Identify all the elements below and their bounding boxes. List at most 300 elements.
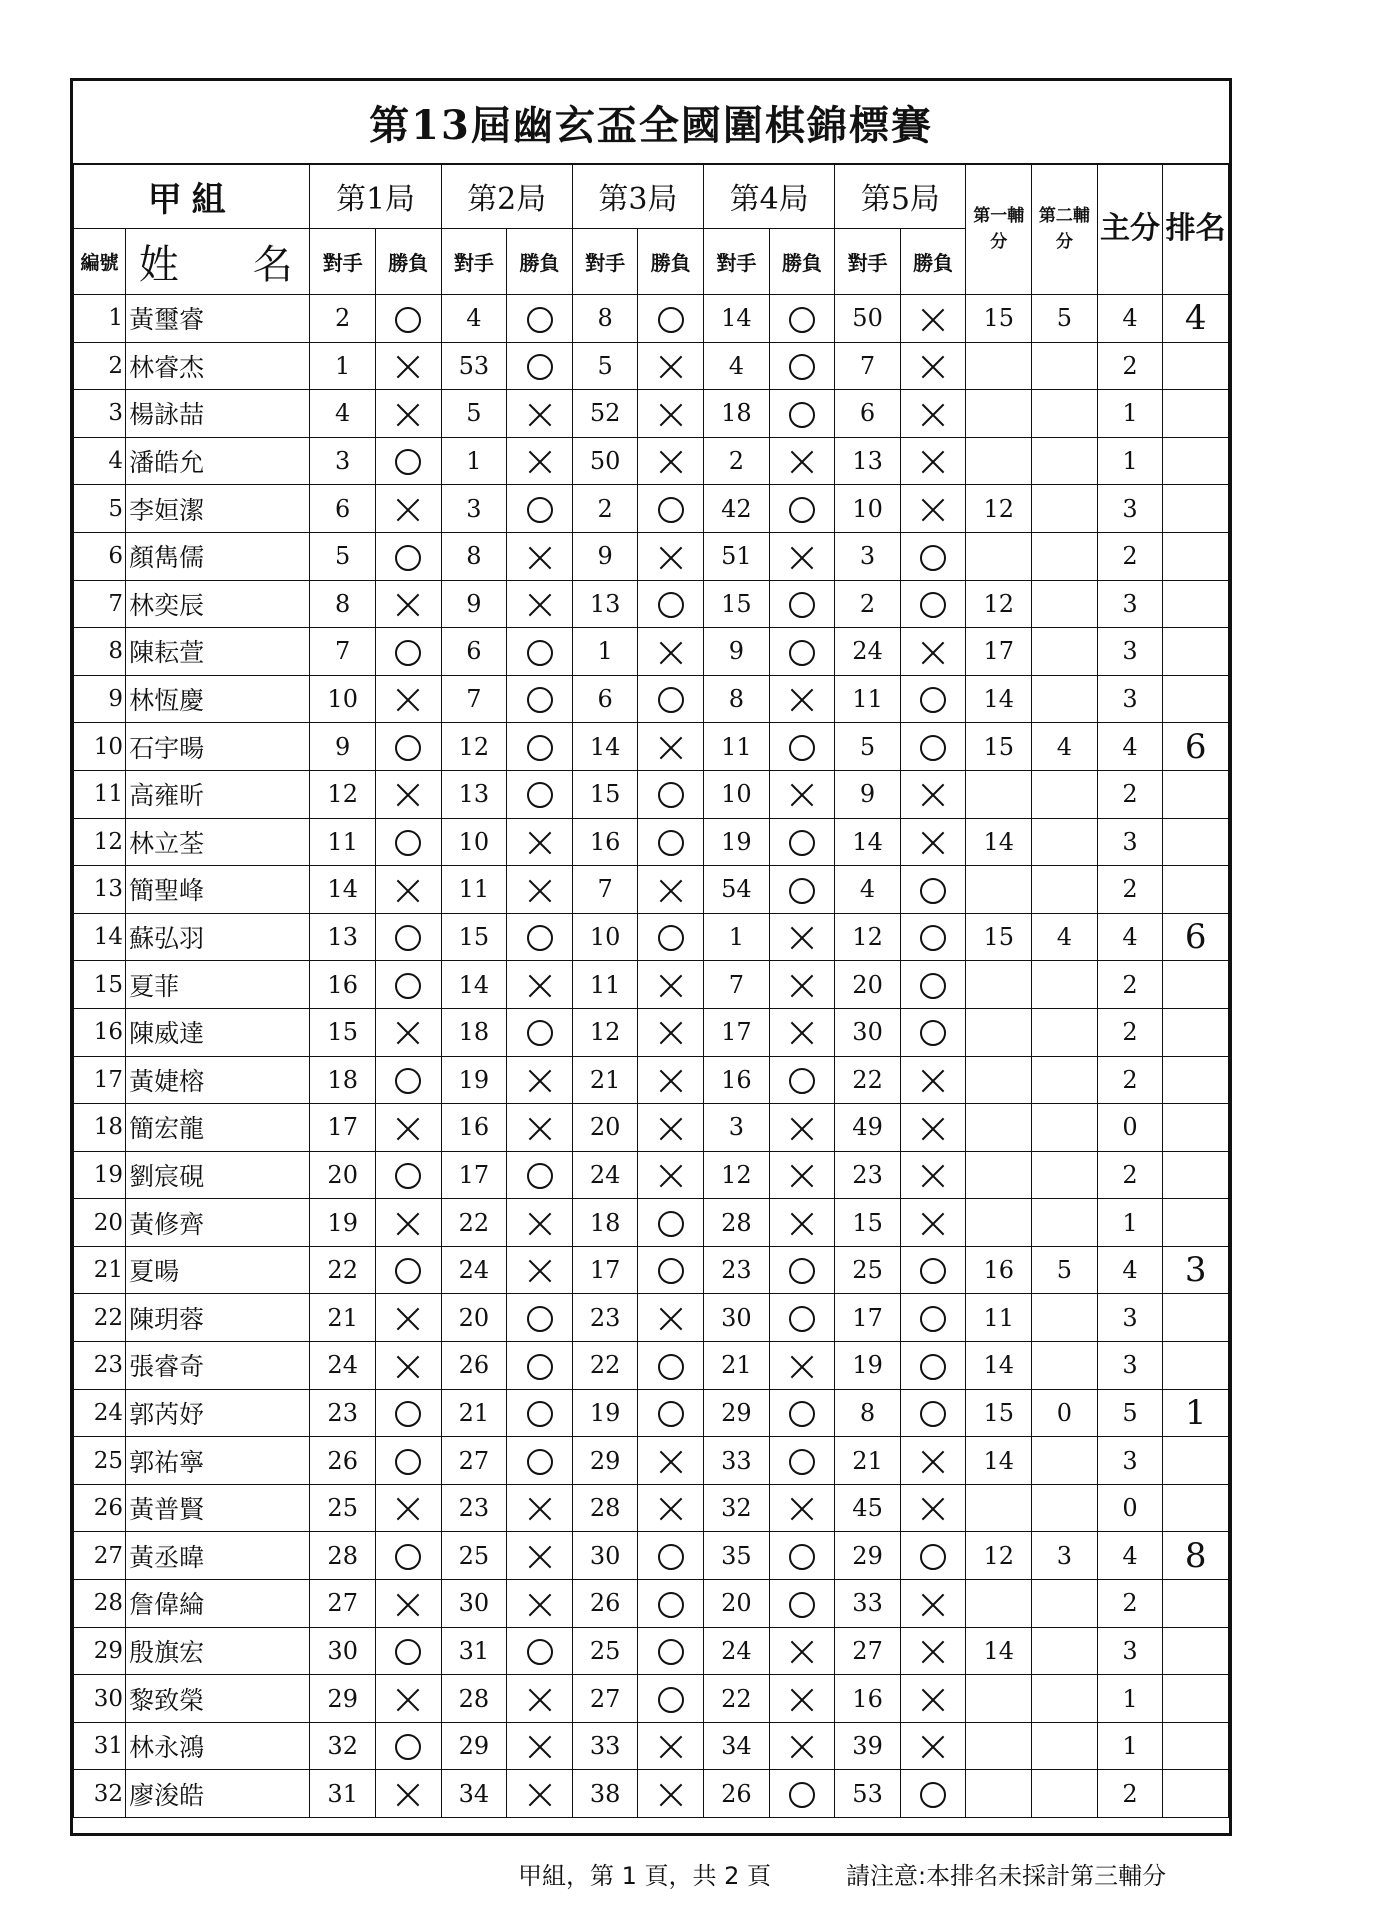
opponent-number: 9 bbox=[835, 770, 901, 818]
win-circle-icon bbox=[789, 1592, 815, 1618]
rank bbox=[1163, 1342, 1229, 1390]
tiebreak-1 bbox=[966, 1770, 1032, 1818]
table-row bbox=[74, 1770, 1229, 1818]
opponent-number: 23 bbox=[310, 1389, 376, 1437]
rank bbox=[1163, 437, 1229, 485]
opponent-number: 34 bbox=[704, 1722, 770, 1770]
game-result bbox=[638, 818, 704, 866]
player-number: 9 bbox=[74, 675, 126, 723]
win-circle-icon bbox=[789, 1544, 815, 1570]
tiebreak-1-header: 第一輔分 bbox=[966, 164, 1032, 295]
main-score: 4 bbox=[1097, 913, 1163, 961]
opponent-number: 4 bbox=[704, 342, 770, 390]
game-result bbox=[900, 723, 966, 771]
opponent-number: 29 bbox=[441, 1722, 507, 1770]
loss-cross-icon bbox=[920, 640, 946, 666]
win-circle-icon bbox=[658, 1258, 684, 1284]
win-circle-icon bbox=[527, 1306, 553, 1332]
tiebreak-2: 0 bbox=[1032, 1389, 1098, 1437]
loss-cross-icon bbox=[658, 449, 684, 475]
opponent-number: 20 bbox=[835, 961, 901, 1009]
tiebreak-1 bbox=[966, 342, 1032, 390]
loss-cross-icon bbox=[527, 592, 553, 618]
opponent-number: 31 bbox=[441, 1627, 507, 1675]
tiebreak-1 bbox=[966, 770, 1032, 818]
tiebreak-1: 16 bbox=[966, 1246, 1032, 1294]
game-result bbox=[507, 1294, 573, 1342]
main-score: 4 bbox=[1097, 723, 1163, 771]
opponent-number: 9 bbox=[704, 628, 770, 676]
rank bbox=[1163, 390, 1229, 438]
game-result bbox=[900, 1722, 966, 1770]
tiebreak-2 bbox=[1032, 961, 1098, 1009]
table-row bbox=[74, 532, 1229, 580]
opponent-number: 26 bbox=[704, 1770, 770, 1818]
table-row bbox=[74, 1675, 1229, 1723]
game-result bbox=[507, 1342, 573, 1390]
main-score: 2 bbox=[1097, 961, 1163, 1009]
win-circle-icon bbox=[395, 545, 421, 571]
game-result bbox=[507, 1246, 573, 1294]
loss-cross-icon bbox=[527, 1734, 553, 1760]
main-score: 2 bbox=[1097, 866, 1163, 914]
player-number: 30 bbox=[74, 1675, 126, 1723]
player-name: 劉宸硯 bbox=[126, 1151, 310, 1199]
tiebreak-2 bbox=[1032, 1437, 1098, 1485]
table-row bbox=[74, 1008, 1229, 1056]
game-result bbox=[638, 866, 704, 914]
win-circle-icon bbox=[789, 497, 815, 523]
opponent-number: 45 bbox=[835, 1484, 901, 1532]
opponent-number: 22 bbox=[704, 1675, 770, 1723]
game-result bbox=[507, 770, 573, 818]
loss-cross-icon bbox=[658, 402, 684, 428]
table-row bbox=[74, 342, 1229, 390]
win-circle-icon bbox=[395, 1068, 421, 1094]
loss-cross-icon bbox=[658, 545, 684, 571]
win-circle-icon bbox=[658, 1401, 684, 1427]
opponent-number: 22 bbox=[572, 1342, 638, 1390]
table-row bbox=[74, 723, 1229, 771]
opponent-number: 14 bbox=[572, 723, 638, 771]
opponent-number: 7 bbox=[310, 628, 376, 676]
win-circle-icon bbox=[395, 1734, 421, 1760]
opponent-number: 17 bbox=[704, 1008, 770, 1056]
loss-cross-icon bbox=[658, 878, 684, 904]
win-circle-icon bbox=[789, 1068, 815, 1094]
game-result bbox=[769, 1294, 835, 1342]
win-circle-icon bbox=[527, 925, 553, 951]
table-row bbox=[74, 675, 1229, 723]
game-result bbox=[769, 437, 835, 485]
loss-cross-icon bbox=[920, 1734, 946, 1760]
opponent-number: 34 bbox=[441, 1770, 507, 1818]
loss-cross-icon bbox=[658, 1116, 684, 1142]
game-result bbox=[900, 1389, 966, 1437]
game-result bbox=[507, 961, 573, 1009]
player-number: 5 bbox=[74, 485, 126, 533]
player-number: 2 bbox=[74, 342, 126, 390]
opponent-number: 35 bbox=[704, 1532, 770, 1580]
opponent-header: 對手 bbox=[835, 229, 901, 295]
game-result bbox=[376, 1104, 442, 1152]
opponent-header: 對手 bbox=[310, 229, 376, 295]
player-number: 27 bbox=[74, 1532, 126, 1580]
rank bbox=[1163, 961, 1229, 1009]
main-score: 4 bbox=[1097, 1246, 1163, 1294]
game-result bbox=[769, 1437, 835, 1485]
win-circle-icon bbox=[527, 1401, 553, 1427]
opponent-number: 25 bbox=[310, 1484, 376, 1532]
win-circle-icon bbox=[527, 1163, 553, 1189]
loss-cross-icon bbox=[527, 1592, 553, 1618]
game-result bbox=[638, 1294, 704, 1342]
game-result bbox=[376, 1342, 442, 1390]
game-result bbox=[900, 342, 966, 390]
player-name: 殷旗宏 bbox=[126, 1627, 310, 1675]
game-result bbox=[638, 1008, 704, 1056]
player-name: 林永鴻 bbox=[126, 1722, 310, 1770]
loss-cross-icon bbox=[789, 545, 815, 571]
opponent-number: 33 bbox=[835, 1580, 901, 1628]
opponent-number: 19 bbox=[441, 1056, 507, 1104]
player-number: 18 bbox=[74, 1104, 126, 1152]
game-result bbox=[769, 342, 835, 390]
opponent-number: 6 bbox=[310, 485, 376, 533]
game-result bbox=[376, 485, 442, 533]
win-circle-icon bbox=[658, 307, 684, 333]
opponent-number: 33 bbox=[704, 1437, 770, 1485]
opponent-number: 12 bbox=[572, 1008, 638, 1056]
player-name: 林恆慶 bbox=[126, 675, 310, 723]
game-result bbox=[638, 1342, 704, 1390]
win-circle-icon bbox=[789, 1306, 815, 1332]
opponent-number: 16 bbox=[835, 1675, 901, 1723]
opponent-number: 33 bbox=[572, 1722, 638, 1770]
opponent-number: 18 bbox=[310, 1056, 376, 1104]
game-result bbox=[507, 1770, 573, 1818]
player-name: 顏雋儒 bbox=[126, 532, 310, 580]
main-score: 0 bbox=[1097, 1104, 1163, 1152]
table-row bbox=[74, 866, 1229, 914]
game-result bbox=[900, 1151, 966, 1199]
player-number: 29 bbox=[74, 1627, 126, 1675]
opponent-number: 8 bbox=[572, 295, 638, 343]
game-result bbox=[769, 295, 835, 343]
opponent-number: 6 bbox=[441, 628, 507, 676]
tiebreak-1: 15 bbox=[966, 1389, 1032, 1437]
opponent-number: 4 bbox=[310, 390, 376, 438]
tiebreak-2 bbox=[1032, 437, 1098, 485]
loss-cross-icon bbox=[395, 592, 421, 618]
opponent-number: 23 bbox=[572, 1294, 638, 1342]
loss-cross-icon bbox=[920, 354, 946, 380]
rank bbox=[1163, 866, 1229, 914]
tiebreak-1: 15 bbox=[966, 723, 1032, 771]
win-circle-icon bbox=[789, 735, 815, 761]
loss-cross-icon bbox=[920, 307, 946, 333]
loss-cross-icon bbox=[658, 973, 684, 999]
rank: 6 bbox=[1163, 913, 1229, 961]
tiebreak-1: 14 bbox=[966, 1437, 1032, 1485]
game-result bbox=[376, 1294, 442, 1342]
opponent-number: 19 bbox=[572, 1389, 638, 1437]
tiebreak-1 bbox=[966, 437, 1032, 485]
loss-cross-icon bbox=[789, 1734, 815, 1760]
game-result bbox=[376, 1151, 442, 1199]
win-circle-icon bbox=[789, 1449, 815, 1475]
win-circle-icon bbox=[527, 354, 553, 380]
opponent-number: 38 bbox=[572, 1770, 638, 1818]
opponent-number: 1 bbox=[310, 342, 376, 390]
game-result bbox=[376, 1675, 442, 1723]
opponent-number: 13 bbox=[572, 580, 638, 628]
tiebreak-2 bbox=[1032, 1675, 1098, 1723]
opponent-number: 7 bbox=[835, 342, 901, 390]
tiebreak-1 bbox=[966, 1151, 1032, 1199]
game-result bbox=[638, 770, 704, 818]
opponent-number: 10 bbox=[835, 485, 901, 533]
opponent-number: 1 bbox=[704, 913, 770, 961]
opponent-number: 15 bbox=[572, 770, 638, 818]
game-result bbox=[769, 580, 835, 628]
opponent-number: 30 bbox=[572, 1532, 638, 1580]
game-result bbox=[376, 1437, 442, 1485]
opponent-number: 8 bbox=[704, 675, 770, 723]
tiebreak-2: 3 bbox=[1032, 1532, 1098, 1580]
opponent-number: 28 bbox=[704, 1199, 770, 1247]
rank bbox=[1163, 818, 1229, 866]
opponent-header: 對手 bbox=[441, 229, 507, 295]
player-name: 陳耘萱 bbox=[126, 628, 310, 676]
game-result bbox=[769, 913, 835, 961]
opponent-number: 20 bbox=[572, 1104, 638, 1152]
tiebreak-1: 14 bbox=[966, 818, 1032, 866]
rank bbox=[1163, 1008, 1229, 1056]
game-result bbox=[507, 1008, 573, 1056]
win-circle-icon bbox=[920, 592, 946, 618]
tiebreak-2 bbox=[1032, 1008, 1098, 1056]
game-result bbox=[638, 532, 704, 580]
win-circle-icon bbox=[920, 1306, 946, 1332]
win-circle-icon bbox=[789, 640, 815, 666]
game-result bbox=[638, 1389, 704, 1437]
opponent-number: 17 bbox=[441, 1151, 507, 1199]
loss-cross-icon bbox=[527, 1211, 553, 1237]
game-result bbox=[769, 1151, 835, 1199]
result-header: 勝負 bbox=[507, 229, 573, 295]
win-circle-icon bbox=[789, 1782, 815, 1808]
player-name: 高雍昕 bbox=[126, 770, 310, 818]
win-circle-icon bbox=[658, 592, 684, 618]
opponent-number: 20 bbox=[704, 1580, 770, 1628]
tiebreak-2 bbox=[1032, 1151, 1098, 1199]
opponent-number: 22 bbox=[441, 1199, 507, 1247]
opponent-number: 50 bbox=[572, 437, 638, 485]
win-circle-icon bbox=[527, 687, 553, 713]
result-header: 勝負 bbox=[769, 229, 835, 295]
win-circle-icon bbox=[920, 878, 946, 904]
opponent-number: 24 bbox=[704, 1627, 770, 1675]
opponent-number: 3 bbox=[704, 1104, 770, 1152]
tiebreak-2 bbox=[1032, 1770, 1098, 1818]
win-circle-icon bbox=[658, 1639, 684, 1665]
opponent-number: 15 bbox=[704, 580, 770, 628]
main-score: 2 bbox=[1097, 770, 1163, 818]
player-name: 黃普賢 bbox=[126, 1484, 310, 1532]
game-result bbox=[376, 961, 442, 1009]
opponent-number: 14 bbox=[310, 866, 376, 914]
win-circle-icon bbox=[395, 640, 421, 666]
group-label: 甲組 bbox=[74, 164, 310, 229]
game-result bbox=[507, 913, 573, 961]
opponent-number: 50 bbox=[835, 295, 901, 343]
tiebreak-2 bbox=[1032, 532, 1098, 580]
main-score: 2 bbox=[1097, 1770, 1163, 1818]
opponent-number: 20 bbox=[310, 1151, 376, 1199]
game-result bbox=[900, 1484, 966, 1532]
player-name: 簡宏龍 bbox=[126, 1104, 310, 1152]
main-score: 2 bbox=[1097, 1008, 1163, 1056]
opponent-number: 4 bbox=[835, 866, 901, 914]
opponent-number: 3 bbox=[441, 485, 507, 533]
game-result bbox=[376, 437, 442, 485]
tiebreak-1 bbox=[966, 1056, 1032, 1104]
win-circle-icon bbox=[395, 449, 421, 475]
table-row bbox=[74, 1627, 1229, 1675]
game-result bbox=[769, 866, 835, 914]
opponent-number: 18 bbox=[572, 1199, 638, 1247]
main-score: 2 bbox=[1097, 1151, 1163, 1199]
opponent-number: 1 bbox=[572, 628, 638, 676]
loss-cross-icon bbox=[789, 973, 815, 999]
tiebreak-1 bbox=[966, 532, 1032, 580]
loss-cross-icon bbox=[658, 354, 684, 380]
opponent-number: 27 bbox=[310, 1580, 376, 1628]
game-result bbox=[638, 1532, 704, 1580]
player-number: 1 bbox=[74, 295, 126, 343]
win-circle-icon bbox=[395, 1449, 421, 1475]
name-header-surname: 姓 bbox=[138, 242, 183, 288]
player-number: 23 bbox=[74, 1342, 126, 1390]
game-result bbox=[900, 532, 966, 580]
results-table bbox=[73, 163, 1229, 1818]
win-circle-icon bbox=[789, 307, 815, 333]
main-score: 3 bbox=[1097, 675, 1163, 723]
tiebreak-2 bbox=[1032, 1199, 1098, 1247]
main-score: 3 bbox=[1097, 628, 1163, 676]
rank bbox=[1163, 1675, 1229, 1723]
game-result bbox=[376, 675, 442, 723]
result-header: 勝負 bbox=[376, 229, 442, 295]
loss-cross-icon bbox=[527, 1782, 553, 1808]
win-circle-icon bbox=[395, 307, 421, 333]
opponent-number: 15 bbox=[310, 1008, 376, 1056]
game-result bbox=[507, 580, 573, 628]
rank bbox=[1163, 1104, 1229, 1152]
game-result bbox=[900, 628, 966, 676]
main-score: 3 bbox=[1097, 1294, 1163, 1342]
opponent-number: 4 bbox=[441, 295, 507, 343]
tiebreak-2 bbox=[1032, 1627, 1098, 1675]
opponent-number: 23 bbox=[835, 1151, 901, 1199]
loss-cross-icon bbox=[789, 925, 815, 951]
name-header-given: 名 bbox=[252, 242, 297, 288]
loss-cross-icon bbox=[527, 878, 553, 904]
opponent-number: 27 bbox=[572, 1675, 638, 1723]
opponent-number: 30 bbox=[441, 1580, 507, 1628]
table-row bbox=[74, 961, 1229, 1009]
player-name: 廖浚皓 bbox=[126, 1770, 310, 1818]
game-result bbox=[769, 628, 835, 676]
player-number: 16 bbox=[74, 1008, 126, 1056]
opponent-number: 5 bbox=[310, 532, 376, 580]
opponent-number: 9 bbox=[572, 532, 638, 580]
game-result bbox=[507, 1199, 573, 1247]
win-circle-icon bbox=[527, 1449, 553, 1475]
loss-cross-icon bbox=[527, 973, 553, 999]
game-result bbox=[769, 770, 835, 818]
ranking-note: 請注意:本排名未採計第三輔分 bbox=[846, 1862, 1167, 1890]
player-number: 6 bbox=[74, 532, 126, 580]
opponent-number: 17 bbox=[572, 1246, 638, 1294]
game-result bbox=[638, 1770, 704, 1818]
table-row bbox=[74, 295, 1229, 343]
tiebreak-1 bbox=[966, 1104, 1032, 1152]
table-row bbox=[74, 1389, 1229, 1437]
player-rows bbox=[74, 295, 1229, 1818]
player-number: 4 bbox=[74, 437, 126, 485]
loss-cross-icon bbox=[527, 402, 553, 428]
tiebreak-1: 12 bbox=[966, 580, 1032, 628]
round-5-header: 第5局 bbox=[835, 164, 966, 229]
game-result bbox=[900, 1104, 966, 1152]
game-result bbox=[376, 1199, 442, 1247]
game-result bbox=[900, 1342, 966, 1390]
title-row bbox=[73, 81, 1229, 165]
header-row-1 bbox=[74, 164, 1229, 229]
loss-cross-icon bbox=[395, 1687, 421, 1713]
game-result bbox=[376, 1008, 442, 1056]
loss-cross-icon bbox=[920, 1592, 946, 1618]
rank: 3 bbox=[1163, 1246, 1229, 1294]
opponent-number: 25 bbox=[441, 1532, 507, 1580]
game-result bbox=[638, 1580, 704, 1628]
player-name: 潘皓允 bbox=[126, 437, 310, 485]
loss-cross-icon bbox=[920, 1163, 946, 1189]
tiebreak-2 bbox=[1032, 1580, 1098, 1628]
loss-cross-icon bbox=[527, 449, 553, 475]
tiebreak-1: 15 bbox=[966, 913, 1032, 961]
tiebreak-2 bbox=[1032, 1294, 1098, 1342]
player-number: 13 bbox=[74, 866, 126, 914]
tiebreak-1 bbox=[966, 961, 1032, 1009]
game-result bbox=[376, 913, 442, 961]
main-score: 1 bbox=[1097, 1675, 1163, 1723]
player-name: 郭芮妤 bbox=[126, 1389, 310, 1437]
game-result bbox=[900, 1675, 966, 1723]
win-circle-icon bbox=[527, 782, 553, 808]
table-row bbox=[74, 390, 1229, 438]
game-result bbox=[769, 390, 835, 438]
game-result bbox=[376, 295, 442, 343]
table-row bbox=[74, 1437, 1229, 1485]
opponent-number: 10 bbox=[441, 818, 507, 866]
opponent-number: 14 bbox=[441, 961, 507, 1009]
game-result bbox=[900, 818, 966, 866]
player-number: 15 bbox=[74, 961, 126, 1009]
main-score: 3 bbox=[1097, 580, 1163, 628]
